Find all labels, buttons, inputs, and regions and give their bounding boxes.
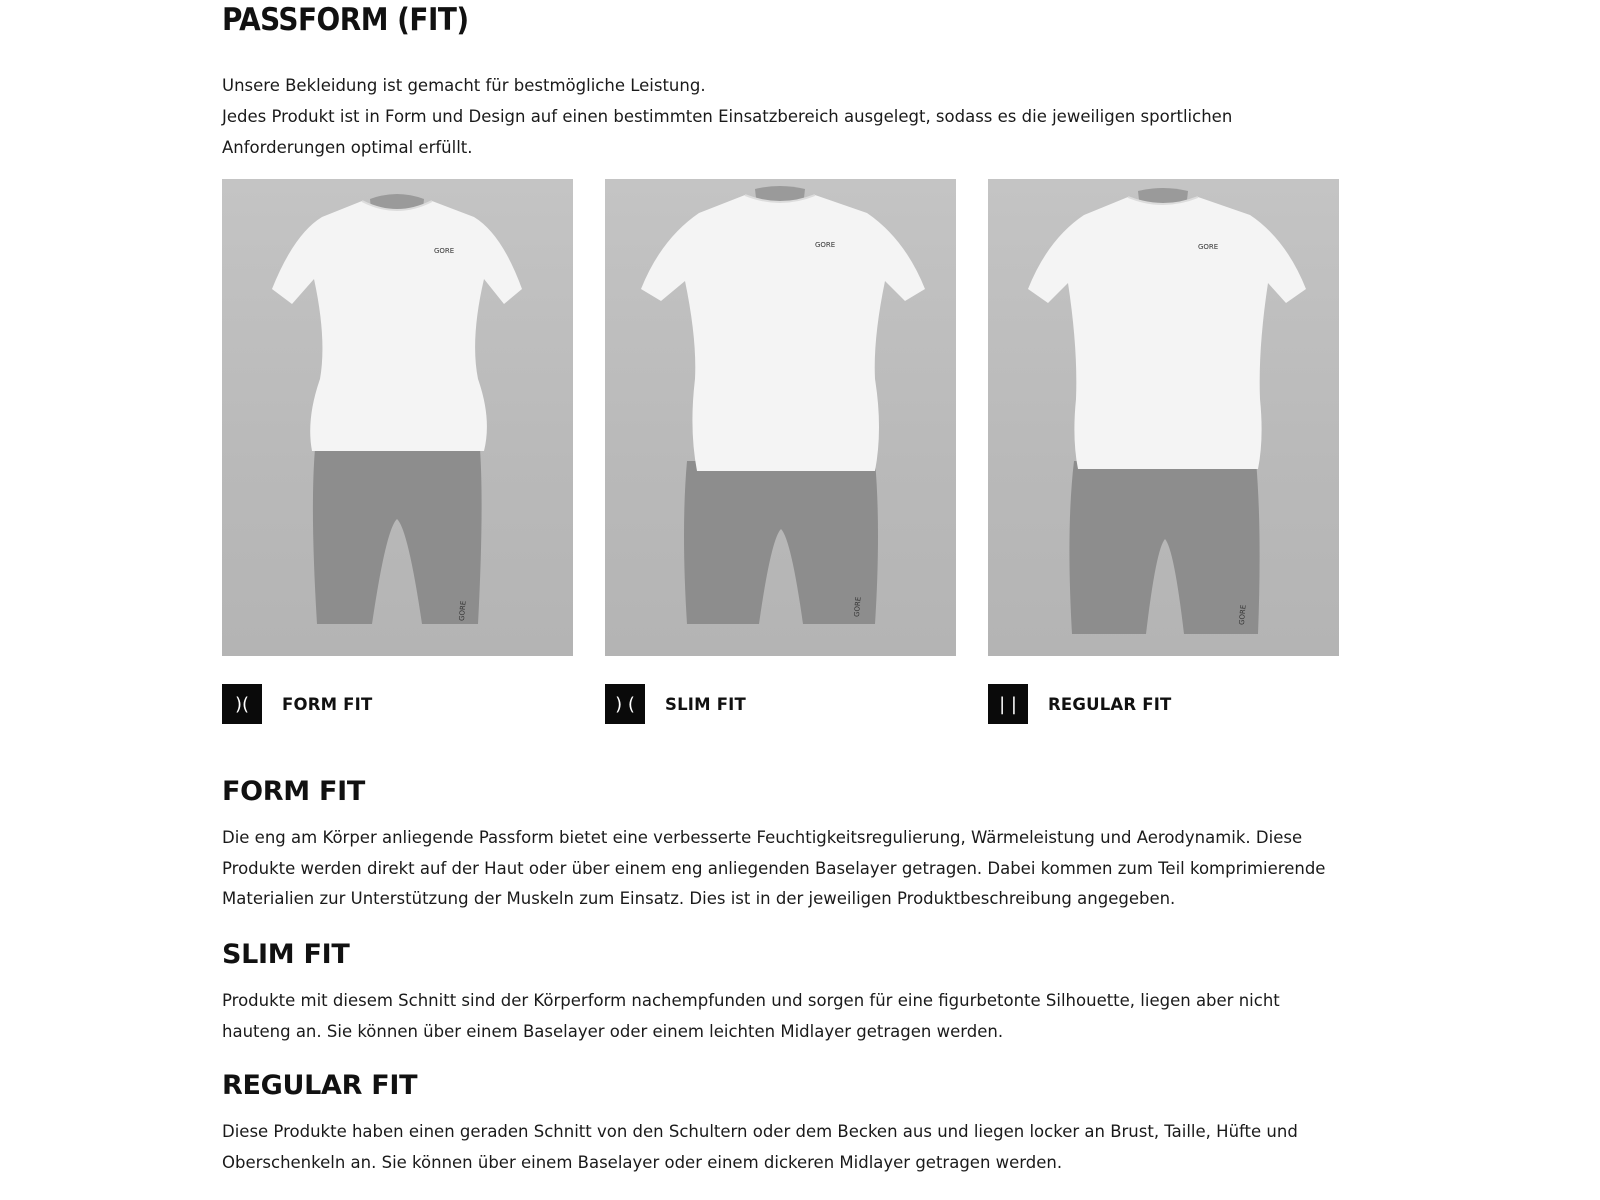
fit-label-form-fit [222,684,372,724]
mannequin-image-regular-fit [988,179,1339,656]
shorts-logo: GORE [852,596,863,618]
shirt-logo: GORE [1198,243,1219,251]
intro-line-1: Unsere Bekleidung ist gemacht für bestmögliche Leistung. [222,76,706,95]
mannequin-form-fit-illustration [222,179,573,656]
mannequin-image-form-fit [222,179,573,656]
intro-line-2: Jedes Produkt ist in Form und Design auf einen bestimmten Einsatzbereich ausgelegt, sodass es die jeweiligen sportlichen Anforderungen optimal erfüllt. [222,107,1233,157]
slim-fit-icon: ) ( [605,684,645,724]
intro-text [222,70,1352,163]
section-form-fit [222,775,1352,915]
shorts-logo: GORE [1237,604,1248,626]
regular-fit-icon: | | [988,684,1028,724]
fit-label-regular-fit [988,684,1172,724]
fit-label-text: REGULAR FIT [1048,694,1172,714]
fit-label-text: SLIM FIT [665,694,746,714]
section-text: Die eng am Körper anliegende Passform bietet eine verbesserte Feuchtigkeitsregulierung, Wärmeleistung und Aerodynamik. Diese Produkte werden direkt auf der Haut oder über einem eng anliegenden Baselayer getragen. Dabei kommen zum Teil komprimierende Materialien zur Unterstützung der Muskeln zum Einsatz. Dies ist in der jeweiligen Produktbeschreibung angegeben. [222,828,1326,908]
mannequin-regular-fit-illustration [988,179,1339,656]
fit-figures [222,179,1352,739]
figure-slim-fit [605,179,956,715]
mannequin-image-slim-fit [605,179,956,656]
fit-label-text: FORM FIT [282,694,373,714]
section-text: Produkte mit diesem Schnitt sind der Körperform nachempfunden und sorgen für eine figurbetonte Silhouette, liegen aber nicht hauteng an. Sie können über einem Baselayer oder einem leichten Midlayer getragen werden. [222,991,1280,1041]
form-fit-icon: )( [222,684,262,724]
page-title: PASSFORM (FIT) [222,2,469,38]
section-regular-fit [222,1069,1352,1178]
figure-form-fit [222,179,573,715]
shirt-logo: GORE [815,241,836,249]
section-heading: FORM FIT [222,776,365,807]
mannequin-slim-fit-illustration [605,179,956,656]
figure-regular-fit [988,179,1339,715]
section-slim-fit [222,938,1352,1047]
section-heading: REGULAR FIT [222,1070,418,1101]
section-heading: SLIM FIT [222,939,350,970]
fit-label-slim-fit [605,684,746,724]
shirt-logo: GORE [434,247,455,255]
section-text: Diese Produkte haben einen geraden Schnitt von den Schultern oder dem Becken aus und liegen locker an Brust, Taille, Hüfte und Oberschenkeln an. Sie können über einem Baselayer oder einem dickeren Midlayer getragen werden. [222,1122,1298,1172]
shorts-logo: GORE [457,600,468,622]
